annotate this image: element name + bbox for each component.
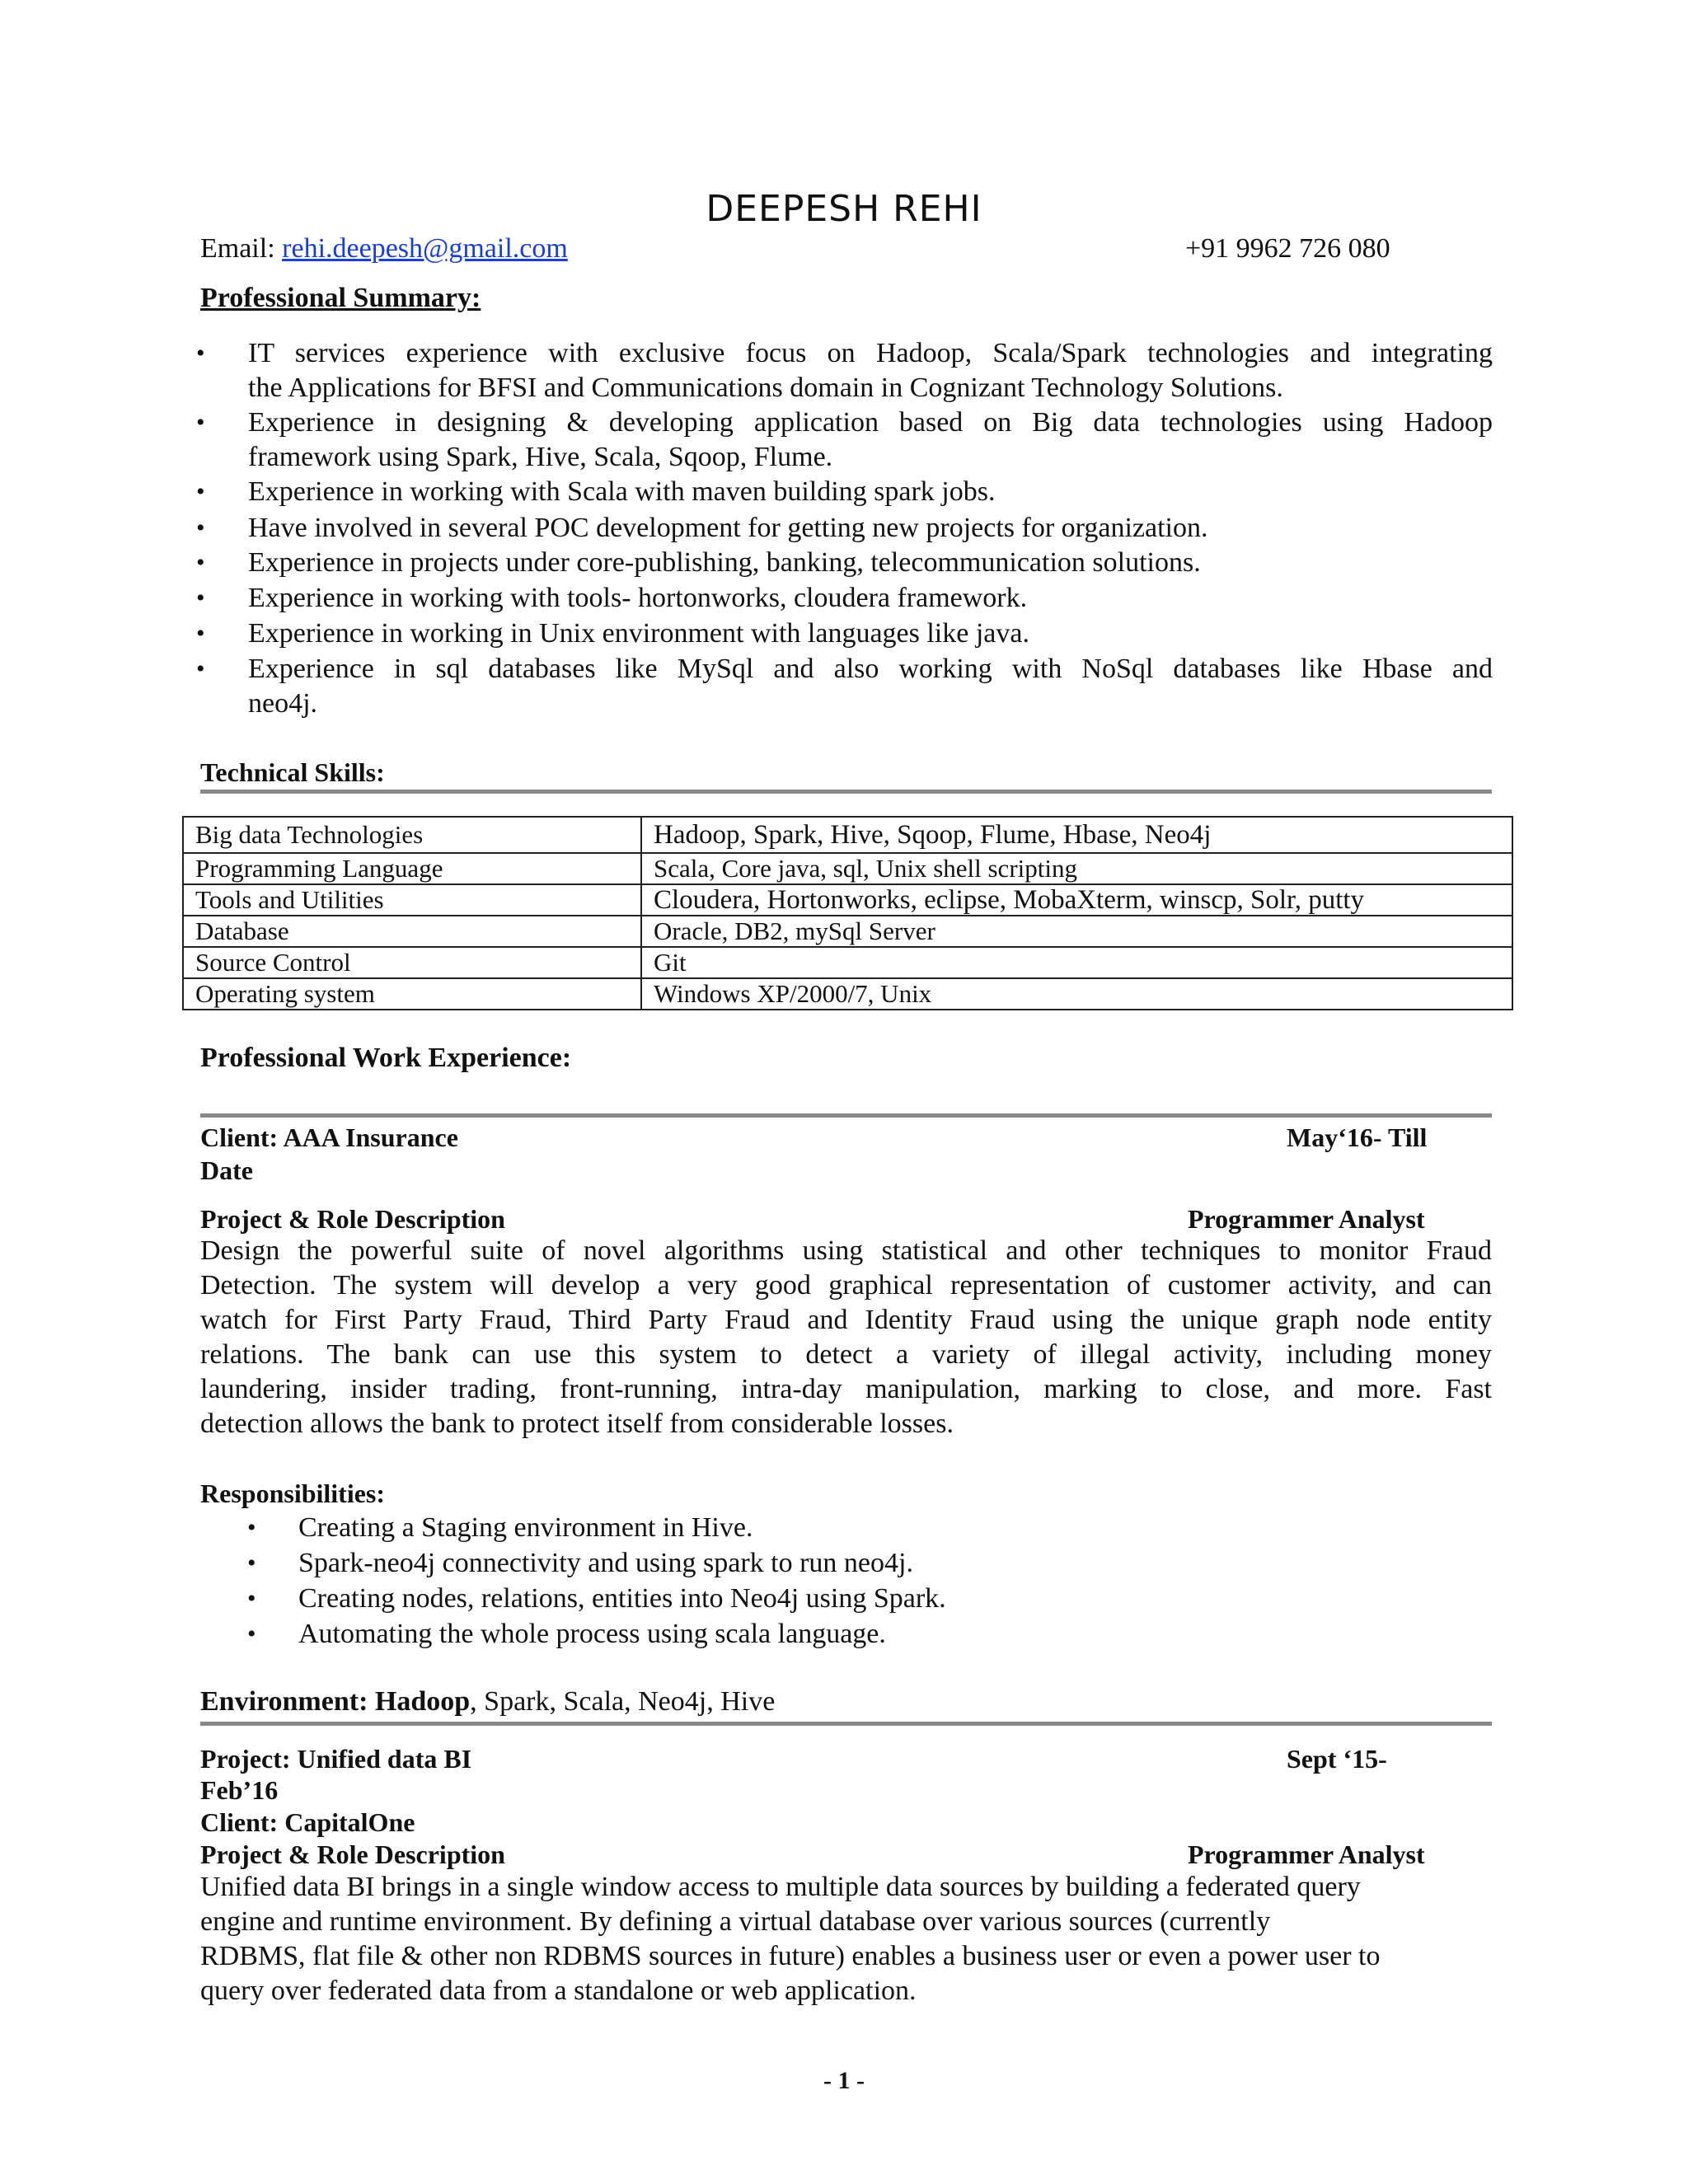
skill-values: Hadoop, Spark, Hive, Sqoop, Flume, Hbase, Neo4j [641, 817, 1512, 853]
job1-environment [200, 1686, 775, 1718]
summary-item: Experience in working with tools- hortonworks, cloudera framework. [248, 583, 1028, 613]
skill-category: Tools and Utilities [183, 884, 641, 916]
responsibility-item: Creating nodes, relations, entities into Neo4j using Spark. [298, 1583, 946, 1614]
skill-values: Scala, Core java, sql, Unix shell scripting [641, 853, 1512, 884]
skill-values: Oracle, DB2, mySql Server [641, 916, 1512, 947]
skills-heading: Technical Skills: [200, 757, 385, 787]
experience-heading: Professional Work Experience: [200, 1043, 572, 1073]
skills-row [183, 978, 1512, 1010]
bullet-icon: • [247, 1620, 256, 1647]
summary-item: Experience in designing & developing application based on Big data technologies using Hadoop [248, 407, 1493, 438]
job1-client: Client: AAA Insurance [200, 1122, 458, 1152]
skill-category: Programming Language [183, 853, 641, 884]
bullet-icon: • [196, 549, 205, 576]
skills-row [183, 916, 1512, 947]
email-link[interactable]: rehi.deepesh@gmail.com [282, 233, 568, 264]
job1-divider [200, 1722, 1492, 1726]
bullet-icon: • [247, 1549, 256, 1577]
skills-row [183, 817, 1512, 853]
skill-values: Cloudera, Hortonworks, eclipse, MobaXterm, winscp, Solr, putty [641, 884, 1512, 916]
summary-item: Experience in sql databases like MySql and also working with NoSql databases like Hbase and [248, 654, 1493, 684]
job1-resp-heading: Responsibilities: [200, 1479, 386, 1508]
description-line: relations. The bank can use this system to detect a variety of illegal activity, including money [200, 1339, 1492, 1370]
responsibility-item: Spark-neo4j connectivity and using spark to run neo4j. [298, 1548, 913, 1578]
description-line: engine and runtime environment. By defining a virtual database over various sources (currently [200, 1906, 1271, 1937]
bullet-icon: • [196, 478, 205, 505]
summary-item: neo4j. [248, 688, 318, 719]
bullet-icon: • [247, 1514, 256, 1541]
experience-divider [200, 1113, 1492, 1118]
description-line: Design the powerful suite of novel algorithms using statistical and other techniques to monitor Fraud [200, 1235, 1492, 1266]
candidate-name: DEEPESH REHI [706, 188, 982, 230]
description-line: query over federated data from a standalone or web application. [200, 1975, 917, 2006]
skill-values: Git [641, 947, 1512, 978]
skill-category: Operating system [183, 978, 641, 1010]
bullet-icon: • [196, 409, 205, 436]
skills-row [183, 947, 1512, 978]
summary-item: framework using Spark, Hive, Scala, Sqoop, Flume. [248, 442, 833, 472]
bullet-icon: • [196, 620, 205, 647]
description-line: RDBMS, flat file & other non RDBMS sources in future) enables a business user or even a power user to [200, 1941, 1381, 1971]
skill-category: Database [183, 916, 641, 947]
skill-category: Source Control [183, 947, 641, 978]
job1-env-rest: , Spark, Scala, Neo4j, Hive [470, 1686, 776, 1717]
description-line: Unified data BI brings in a single window access to multiple data sources by building a federated query [200, 1872, 1361, 1902]
job2-date-start: Sept ‘15- [1287, 1744, 1387, 1774]
summary-item: IT services experience with exclusive focus on Hadoop, Scala/Spark technologies and integrating [248, 338, 1493, 368]
summary-item: Experience in working in Unix environment with languages like java. [248, 618, 1029, 649]
description-line: detection allows the bank to protect itself from considerable losses. [200, 1408, 954, 1439]
responsibility-item: Automating the whole process using scala language. [298, 1619, 886, 1649]
job2-project: Project: Unified data BI [200, 1744, 472, 1774]
bullet-icon: • [196, 340, 205, 367]
job2-desc-label: Project & Role Description [200, 1840, 505, 1869]
email-line [200, 233, 568, 265]
summary-item: Experience in projects under core-publishing, banking, telecommunication solutions. [248, 547, 1201, 578]
summary-item: Experience in working with Scala with maven building spark jobs. [248, 476, 996, 507]
job1-desc-label: Project & Role Description [200, 1204, 505, 1234]
summary-item: Have involved in several POC development for getting new projects for organization. [248, 513, 1208, 543]
skill-values: Windows XP/2000/7, Unix [641, 978, 1512, 1010]
job2-role: Programmer Analyst [1188, 1840, 1425, 1869]
job1-date-end: Date [200, 1155, 253, 1185]
skills-row [183, 884, 1512, 916]
skills-table [182, 816, 1513, 1010]
job1-env-label: Environment: Hadoop [200, 1686, 471, 1717]
bullet-icon: • [196, 514, 205, 541]
description-line: watch for First Party Fraud, Third Party Fraud and Identity Fraud using the unique graph node entity [200, 1305, 1492, 1335]
email-label: Email: [200, 233, 275, 264]
summary-heading: Professional Summary: [200, 283, 481, 313]
skills-row [183, 853, 1512, 884]
bullet-icon: • [247, 1585, 256, 1612]
skills-divider [200, 790, 1492, 794]
phone-number: +91 9962 726 080 [1185, 233, 1390, 264]
summary-item: the Applications for BFSI and Communications domain in Cognizant Technology Solutions. [248, 373, 1283, 403]
skill-category: Big data Technologies [183, 817, 641, 853]
job2-client: Client: CapitalOne [200, 1807, 415, 1837]
job1-date-start: May‘16- Till [1287, 1122, 1428, 1152]
job1-role: Programmer Analyst [1188, 1204, 1425, 1234]
page-number: - 1 - [823, 2067, 865, 2094]
description-line: laundering, insider trading, front-running, intra-day manipulation, marking to close, and more. Fast [200, 1374, 1492, 1404]
job2-date-end: Feb’16 [200, 1775, 279, 1805]
bullet-icon: • [196, 584, 205, 612]
bullet-icon: • [196, 655, 205, 682]
description-line: Detection. The system will develop a very good graphical representation of customer activity, and can [200, 1270, 1492, 1301]
responsibility-item: Creating a Staging environment in Hive. [298, 1512, 753, 1543]
